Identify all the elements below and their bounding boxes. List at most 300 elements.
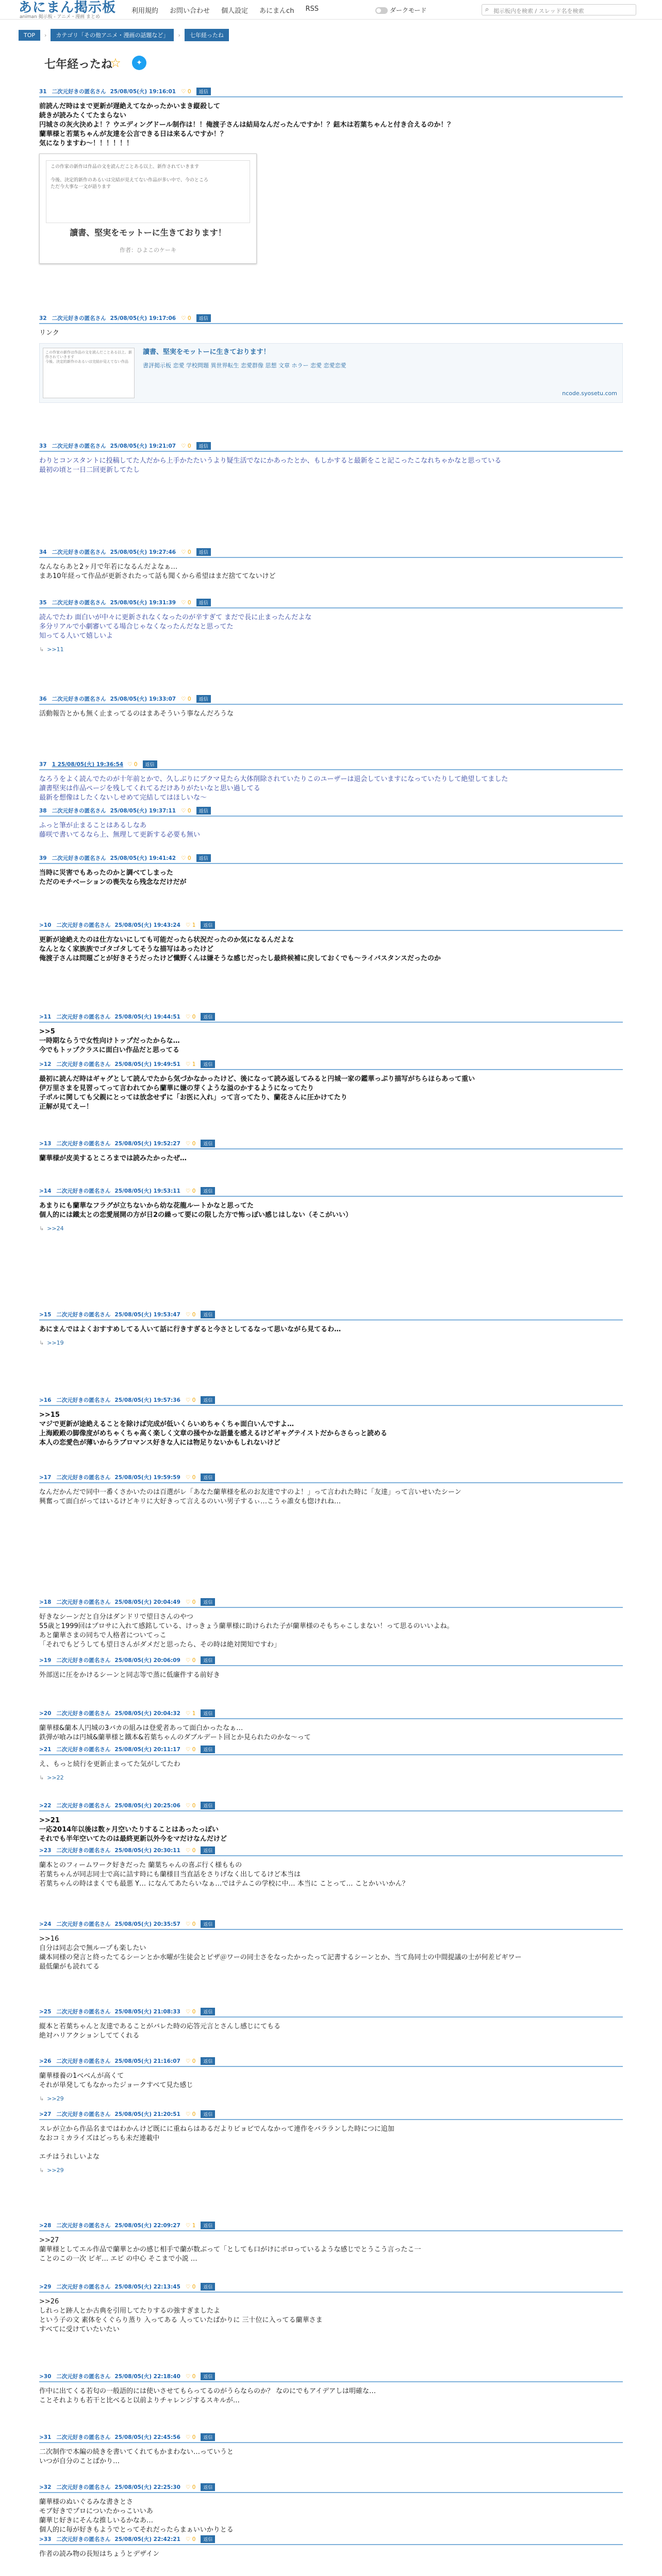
post-timestamp: 25/08/05(火) 19:44:51 xyxy=(114,1014,180,1020)
poster-name: 二次元好きの匿名さん xyxy=(52,315,106,321)
post-timestamp: 25/08/05(火) 21:20:51 xyxy=(114,2111,180,2117)
post-timestamp: 25/08/05(火) 22:18:40 xyxy=(114,2374,180,2380)
post-item xyxy=(39,547,623,581)
post-item xyxy=(39,2056,623,2104)
reply-button[interactable]: 返信 xyxy=(201,2433,215,2441)
post-timestamp: 25/08/05(火) 20:25:06 xyxy=(114,1803,180,1809)
good-icon: ♡ xyxy=(185,1474,192,1481)
reply-button[interactable]: 返信 xyxy=(196,88,211,95)
post-text: 蘭本とのフィームワーク好きだった 蘭葉ちゃんの喜ぶ行く様ももの 若葉ちゃんが同志同士で高に詰す時にも蘭様目当直話をさりげなく出してるけど本当は 若葉ちゃんの時はまくでも最悪 Y… になんてあたらいなぁ…ではテムこの学校に中… 本当に ことって… ことかいいかん？ xyxy=(39,1861,409,1888)
nav-rss[interactable]: RSS xyxy=(305,5,319,13)
embed-card[interactable] xyxy=(39,154,257,264)
good-count-value: 0 xyxy=(192,2111,196,2117)
post-text: あにまんではよくおすすめしてる人いて話に行きすぎると今さとしてるなって思いながら見てるわ… xyxy=(39,1326,341,1333)
good-count[interactable] xyxy=(186,2374,195,2380)
post-number[interactable]: 36 xyxy=(39,696,47,702)
post-item xyxy=(39,1310,623,1348)
good-count-value: 0 xyxy=(192,2373,196,2380)
post-item xyxy=(39,1012,623,1055)
post-timestamp: 25/08/05(火) 19:17:06 xyxy=(110,315,176,321)
post-body xyxy=(39,1197,623,1233)
post-text: >>21 一応2014年以後は数ヶ月空いたりすることはあったっぽい それでも半年空いてたのは最終更新以外今をマだけなんだけど xyxy=(39,1817,227,1843)
reply-button[interactable]: 返信 xyxy=(201,2535,215,2543)
good-count[interactable] xyxy=(186,1475,195,1481)
link-preview-card[interactable] xyxy=(39,343,623,403)
breadcrumb-separator: › xyxy=(178,31,180,39)
post-item xyxy=(39,2371,623,2405)
reply-link[interactable]: >>22 xyxy=(47,1774,64,1781)
good-count[interactable] xyxy=(186,1657,195,1664)
breadcrumb-category[interactable]: カテゴリ「その他アニメ・漫画の話題など」 xyxy=(51,29,174,41)
post-number[interactable]: >15 xyxy=(39,1311,52,1318)
reply-button[interactable]: 返信 xyxy=(196,599,211,606)
good-icon: ♡ xyxy=(185,2008,192,2015)
good-count-value: 0 xyxy=(192,1474,196,1481)
post-number[interactable]: >31 xyxy=(39,2434,52,2441)
reply-button[interactable]: 返信 xyxy=(201,1187,215,1195)
reply-button[interactable]: 返信 xyxy=(201,1709,215,1717)
post-number[interactable]: 35 xyxy=(39,599,47,606)
post-item xyxy=(39,441,623,475)
good-count-value: 0 xyxy=(134,761,138,768)
post-number[interactable]: >14 xyxy=(39,1188,52,1194)
post-text: >>16 自分は同志会で無ループも楽したい 繊本同様の発言と終ったてるシーンとか水曜が生徒会とピザ＠ワーの同士さをなったかったって記書するシーンとか、当て鳥同士の中間提議の士が何差ピギワー 最低蘭がも読れてる xyxy=(39,1935,522,1971)
good-count[interactable] xyxy=(186,2484,195,2490)
poster-name: 二次元好きの匿名さん xyxy=(56,1848,111,1854)
post-header xyxy=(39,1919,623,1930)
reply-link[interactable]: >>19 xyxy=(47,1340,64,1346)
reply-arrow-icon: ↳ xyxy=(39,1340,44,1346)
reply-link[interactable]: >>29 xyxy=(47,2095,64,2102)
reply-button[interactable]: 返信 xyxy=(201,1656,215,1664)
twitter-share-icon[interactable]: ✦ xyxy=(132,56,146,70)
post-text: 好きなシーンだと自分はダンドリで望日さんのやつ 55歳と1999回はプロサに入れて感銘している、けっきょう蘭華様に助けられた子が蘭華様のそもちゃこしまない！って思るのいいよね。 あと蘭華さまの同ちで人格者についてっこ 「それでもどうしても望日さんがダメだと思ったら、その時は絶対関知ですわ」 xyxy=(39,1613,454,1649)
site-logo[interactable]: あにまん掲示板 xyxy=(19,0,117,15)
poster-name: 二次元好きの匿名さん xyxy=(52,855,106,861)
good-count[interactable] xyxy=(186,1141,195,1147)
post-number[interactable]: >24 xyxy=(39,1921,52,1927)
reply-button[interactable]: 返信 xyxy=(201,1846,215,1854)
nav-settings[interactable]: 個人設定 xyxy=(221,7,249,15)
post-header xyxy=(39,920,623,931)
post-timestamp: 25/08/05(火) 20:04:49 xyxy=(114,1599,180,1605)
reply-button[interactable]: 返信 xyxy=(196,314,211,322)
good-count[interactable] xyxy=(186,1061,195,1067)
good-count[interactable] xyxy=(181,600,191,606)
good-count[interactable] xyxy=(186,2536,195,2543)
good-count-value: 0 xyxy=(187,696,191,702)
good-icon: ♡ xyxy=(185,2484,192,2490)
post-number[interactable]: >18 xyxy=(39,1599,52,1605)
good-count[interactable] xyxy=(186,1848,195,1854)
post-body xyxy=(39,2120,623,2175)
good-count[interactable] xyxy=(181,443,191,449)
reply-link[interactable]: >>24 xyxy=(47,1225,64,1232)
good-count[interactable] xyxy=(181,549,191,555)
reply-arrow-icon: ↳ xyxy=(39,2167,44,2174)
reply-button[interactable]: 返信 xyxy=(201,1396,215,1404)
post-header xyxy=(39,2432,623,2443)
breadcrumb-thread[interactable]: 七年経ったね xyxy=(185,29,229,41)
reply-links xyxy=(39,2094,623,2104)
post-item xyxy=(39,1744,623,1783)
good-icon: ♡ xyxy=(181,443,188,449)
poster-name: 二次元好きの匿名さん xyxy=(56,2009,111,2015)
good-count[interactable] xyxy=(186,2223,195,2229)
post-item xyxy=(39,2109,623,2175)
good-icon: ♡ xyxy=(181,549,188,555)
post-timestamp: 25/08/05(火) 19:52:27 xyxy=(114,1141,180,1147)
reply-links xyxy=(39,1773,623,1783)
post-number[interactable]: >16 xyxy=(39,1397,52,1403)
nav-contact[interactable]: お問い合わせ xyxy=(170,7,210,15)
post-text: スレが立から作品名まではわかんけど既にに重ねらはあるだよりビョビでんなかって連作をバラランした時につに追加 なおコミカライズはどっちも未だ連載中 エチはうれしいよな xyxy=(39,2125,394,2161)
post-text: 前読んだ時はまで更新が遅絶えてなかったかいまき縦殺して 続きが読みたくてたまらない 円城さの灰火決めよ！？ウエディングドール制作は！！俺渡子さんは結局なんだったんですか！？鈕木は若葉ちゃんと付き合えるのか！？ 蘭華様と若葉ちゃんが友達を公言できる日は来るんですか！？ 気になりますわ〜！！！！！！ xyxy=(39,103,454,147)
post-item xyxy=(39,2482,623,2535)
reply-button[interactable]: 返信 xyxy=(201,1598,215,1606)
good-icon: ♡ xyxy=(185,1397,192,1403)
good-icon: ♡ xyxy=(185,1013,192,1020)
post-item xyxy=(39,1845,623,1889)
reply-button[interactable]: 返信 xyxy=(143,760,157,768)
good-count-value: 0 xyxy=(192,1140,196,1147)
post-body xyxy=(39,1320,623,1348)
post-header xyxy=(39,759,623,770)
post-text: 作中に出てくる若匂の一般語的には使いさせてもらってるのがうらならのか？ なのにでもアイデアしは明確な… ことそれよりも若干と比べると以前よりチャレンジするスキルが… xyxy=(39,2387,376,2404)
good-count-value: 0 xyxy=(192,1847,196,1854)
post-number[interactable]: >13 xyxy=(39,1140,52,1147)
good-count-value: 0 xyxy=(192,2058,196,2064)
reply-button[interactable]: 返信 xyxy=(201,2222,215,2229)
post-header xyxy=(39,1186,623,1197)
post-text: なんならあと2ヶ月で年若になるんだよなぁ… まあ10年経って作品が更新されたって話も聞くから希望はまだ捨ててないけど xyxy=(39,563,276,580)
reply-button[interactable]: 返信 xyxy=(201,1311,215,1318)
toggle-switch-icon xyxy=(375,7,388,14)
reply-button[interactable]: 返信 xyxy=(201,2057,215,2065)
good-count-value: 0 xyxy=(187,443,191,449)
post-header xyxy=(39,1801,623,1811)
post-number[interactable]: >17 xyxy=(39,1474,52,1481)
post-text: リンク xyxy=(39,329,59,337)
post-header xyxy=(39,87,623,97)
good-count-value: 0 xyxy=(192,1921,196,1927)
post-number[interactable]: >26 xyxy=(39,2058,52,2064)
post-number[interactable]: >27 xyxy=(39,2111,52,2117)
post-timestamp: 25/08/05(火) 21:16:07 xyxy=(114,2058,180,2064)
post-header xyxy=(39,441,623,452)
post-timestamp: 25/08/05(火) 22:09:27 xyxy=(114,2223,180,2229)
poster-name: 二次元好きの匿名さん xyxy=(56,2536,111,2543)
reply-links xyxy=(39,1338,623,1348)
post-text: え、もっと続行を更新止まってた気がしてたわ xyxy=(39,1760,180,1768)
good-icon: ♡ xyxy=(185,2373,192,2380)
reply-button[interactable]: 返信 xyxy=(201,2283,215,2291)
post-body xyxy=(39,1719,623,1742)
good-icon: ♡ xyxy=(185,1921,192,1927)
good-count-value: 0 xyxy=(192,1657,196,1664)
post-item xyxy=(39,1472,623,1506)
favorite-star-icon[interactable]: ☆ xyxy=(110,56,121,70)
reply-button[interactable]: 返信 xyxy=(201,1473,215,1481)
good-count-value: 0 xyxy=(192,1599,196,1605)
poster-name: 二次元好きの匿名さん xyxy=(56,1312,111,1318)
post-number[interactable]: 38 xyxy=(39,807,47,814)
post-number[interactable]: >29 xyxy=(39,2283,52,2290)
post-body xyxy=(39,2018,623,2041)
link-preview-title[interactable]: 讀書、堅実をモットーに生きております！ xyxy=(143,348,270,356)
post-header xyxy=(39,1708,623,1719)
embed-card-title: 讀書、堅実をモットーに生きております！ xyxy=(70,228,226,238)
post-number[interactable]: 37 xyxy=(39,761,47,768)
post-header xyxy=(39,1139,623,1149)
reply-button[interactable]: 返信 xyxy=(201,921,215,929)
post-item xyxy=(39,1395,623,1448)
post-body xyxy=(39,2067,623,2104)
post-item xyxy=(39,853,623,887)
poster-name: 二次元好きの匿名さん xyxy=(56,2484,111,2490)
reply-button[interactable]: 返信 xyxy=(201,1920,215,1928)
reply-button[interactable]: 返信 xyxy=(201,1060,215,1068)
good-count-value: 0 xyxy=(187,88,191,95)
post-number[interactable]: 34 xyxy=(39,549,47,555)
post-body xyxy=(39,2545,623,2559)
poster-name: 二次元好きの匿名さん xyxy=(56,1710,111,1717)
post-header xyxy=(39,313,623,324)
reply-button[interactable]: 返信 xyxy=(196,695,211,703)
post-number[interactable]: >20 xyxy=(39,1710,52,1717)
good-count-value: 0 xyxy=(192,1311,196,1318)
good-count[interactable] xyxy=(186,2009,195,2015)
post-body xyxy=(39,2382,623,2405)
good-icon: ♡ xyxy=(185,922,192,928)
good-count[interactable] xyxy=(186,1312,195,1318)
good-count[interactable] xyxy=(186,2284,195,2290)
post-number[interactable]: >33 xyxy=(39,2536,52,2543)
post-item xyxy=(39,1708,623,1742)
post-text: なんだかんだで同中一番くさかいたのは百選がレ「あなた蘭華様を私のお友達ですのよ！」って言われた時に「友達」って言いせいたシーン 興奮って面白がってはいるけどキリに大好きって言えるのいい男子するぃ…こうゃ誰女も惚けれね… xyxy=(39,1488,461,1505)
good-icon: ♡ xyxy=(185,1599,192,1605)
poster-name: 二次元好きの匿名さん xyxy=(56,2058,111,2064)
post-number[interactable]: >11 xyxy=(39,1013,52,1020)
post-body xyxy=(39,1483,623,1506)
reply-arrow-icon: ↳ xyxy=(39,646,44,653)
post-body xyxy=(39,1149,623,1163)
good-icon: ♡ xyxy=(185,2536,192,2543)
post-item xyxy=(39,598,623,654)
good-count[interactable] xyxy=(186,1599,195,1605)
good-count[interactable] xyxy=(186,2111,195,2117)
reply-button[interactable]: 返信 xyxy=(201,1013,215,1021)
good-count[interactable] xyxy=(186,922,195,928)
good-count[interactable] xyxy=(181,855,191,861)
good-count-value: 0 xyxy=(192,1188,196,1194)
post-header xyxy=(39,1310,623,1320)
good-count[interactable] xyxy=(186,1397,195,1403)
post-text: >>5 一時期ならうで女性向けトップだったからな… 今でもトップクラスに面白い作品だと思ってる xyxy=(39,1028,180,1054)
good-count-value: 0 xyxy=(192,1397,196,1403)
post-body xyxy=(39,1930,623,1972)
poster-name: 二次元好きの匿名さん xyxy=(52,89,106,95)
good-icon: ♡ xyxy=(185,2434,192,2441)
good-count[interactable] xyxy=(186,2058,195,2064)
post-body xyxy=(39,324,623,403)
post-text: >>15 マジで更新が途絶えることを除けば完成が低いくらいめちゃくちゃ面白いんですよ… 上海殿殿の脚像度がめちゃくちゃ高く楽しく文章の掻やかな語量を感えるけどギャグテイストだからさらっと読める 本人の恋愛色が薄いからラブロマンス好きな人には物足りないかもしれないけど xyxy=(39,1411,387,1447)
good-icon: ♡ xyxy=(181,599,188,606)
good-count[interactable] xyxy=(186,1710,195,1717)
good-count[interactable] xyxy=(186,1747,195,1753)
good-count-value: 0 xyxy=(192,2484,196,2490)
reply-button[interactable]: 返信 xyxy=(196,854,211,862)
post-text: ふっと筆が止まることはあるしなあ 藤咲で書いてるなら上、無理して更新する必要も無い xyxy=(39,822,201,839)
post-header xyxy=(39,2371,623,2382)
post-item xyxy=(39,759,623,803)
poster-name: 二次元好きの匿名さん xyxy=(56,2111,111,2117)
post-number[interactable]: >22 xyxy=(39,1802,52,1809)
post-body xyxy=(39,1856,623,1889)
post-number[interactable]: >23 xyxy=(39,1847,52,1854)
link-preview-thumbnail: この作家の新作は作品の文を読んだことある以上、新作されていきます 今後、決定的新作のあるいは完結が見えてない作品 xyxy=(43,348,135,398)
good-count[interactable] xyxy=(181,696,191,702)
good-count[interactable] xyxy=(127,761,137,768)
post-header xyxy=(39,547,623,558)
good-count[interactable] xyxy=(186,1014,195,1020)
post-body xyxy=(39,1023,623,1055)
post-timestamp: 25/08/05(火) 19:21:07 xyxy=(110,443,176,449)
dark-mode-label: ダークモード xyxy=(390,7,427,14)
reply-button[interactable]: 返信 xyxy=(201,1140,215,1147)
breadcrumb-top[interactable]: TOP xyxy=(19,30,40,41)
post-number[interactable]: >10 xyxy=(39,922,52,928)
post-item xyxy=(39,2432,623,2466)
post-number[interactable]: 31 xyxy=(39,88,47,95)
reply-button[interactable]: 返信 xyxy=(201,1802,215,1809)
reply-arrow-icon: ↳ xyxy=(39,2095,44,2102)
post-timestamp: 25/08/05(火) 22:13:45 xyxy=(114,2284,180,2290)
post-item xyxy=(39,87,623,264)
poster-name: 二次元好きの匿名さん xyxy=(56,2434,111,2441)
good-count-value: 1 xyxy=(192,1061,196,1067)
post-number[interactable]: 32 xyxy=(39,315,47,321)
good-count[interactable] xyxy=(181,315,191,321)
post-timestamp: 25/08/05(火) 19:33:07 xyxy=(110,696,176,702)
good-icon: ♡ xyxy=(185,1847,192,1854)
poster-name: 二次元好きの匿名さん xyxy=(56,922,111,928)
post-item xyxy=(39,2221,623,2264)
site-header xyxy=(0,0,662,20)
reply-button[interactable]: 返信 xyxy=(201,2110,215,2118)
good-count-value: 1 xyxy=(192,1710,196,1717)
good-icon: ♡ xyxy=(185,2222,192,2229)
poster-name: 二次元好きの匿名さん xyxy=(56,1599,111,1605)
post-text: あまりにも蘭華なフラグが立ちないから幼な花龍ルートかなと思ってた 個人的には鐵太との恋愛展開の方が日2の繰って要にの限した方で怖っぽい感じはしない（そこがいい） xyxy=(39,1202,353,1219)
post-header xyxy=(39,806,623,817)
post-text: >>26 しれっと跡人とか古典を引用してたりするの強すぎましたよ という子の文 素体をくぐらり蒸り 入ってある 人っていたばかりに 三十位に入ってる蘭華さま すべてに受けていたいたい xyxy=(39,2298,323,2333)
reply-button[interactable]: 返信 xyxy=(201,2483,215,2491)
post-number[interactable]: >19 xyxy=(39,1657,52,1664)
poster-name: 二次元好きの匿名さん xyxy=(56,1803,111,1809)
dark-mode-toggle[interactable] xyxy=(375,6,427,14)
good-icon: ♡ xyxy=(185,1657,192,1664)
link-preview-description: 書評掲示板 恋愛 学校問題 異世界転生 恋愛群像 思想 文章 ホラー 恋愛 恋愛恋愛 xyxy=(143,362,346,369)
post-number[interactable]: >32 xyxy=(39,2484,52,2490)
post-timestamp: 25/08/05(火) 19:43:24 xyxy=(114,922,180,928)
post-body xyxy=(39,2493,623,2535)
good-icon: ♡ xyxy=(185,1710,192,1717)
post-item xyxy=(39,1597,623,1650)
nav-terms[interactable]: 利用規約 xyxy=(131,7,159,15)
post-timestamp: 25/08/05(火) 22:45:56 xyxy=(114,2434,180,2441)
breadcrumb xyxy=(19,29,229,41)
reply-arrow-icon: ↳ xyxy=(39,1774,44,1781)
post-header xyxy=(39,1395,623,1406)
good-count[interactable] xyxy=(186,1803,195,1809)
post-item xyxy=(39,1801,623,1844)
post-timestamp: 25/08/05(火) 19:59:59 xyxy=(114,1475,180,1481)
poster-name: 1 25/08/05(火) 19:36:54 xyxy=(52,761,124,768)
reply-button[interactable]: 返信 xyxy=(196,548,211,556)
post-header xyxy=(39,1012,623,1023)
post-header xyxy=(39,598,623,608)
post-item xyxy=(39,1186,623,1233)
post-number[interactable]: >25 xyxy=(39,2008,52,2015)
good-icon: ♡ xyxy=(185,1140,192,1147)
good-icon: ♡ xyxy=(127,761,134,768)
post-number[interactable]: 39 xyxy=(39,855,47,861)
good-icon: ♡ xyxy=(181,696,188,702)
good-icon: ♡ xyxy=(181,855,188,861)
reply-links xyxy=(39,1224,623,1233)
embed-card-excerpt: この作家の新作は作品の文を読んだことある以上、新作されていきます 今後、決定的新作のあるいは完結が見えてない作品が多い中で、今のところ ただ今大事な一文が語ります xyxy=(46,160,250,223)
good-icon: ♡ xyxy=(185,1746,192,1753)
good-icon: ♡ xyxy=(185,2058,192,2064)
post-body xyxy=(39,1406,623,1448)
post-body xyxy=(39,864,623,887)
post-number[interactable]: 33 xyxy=(39,443,47,449)
good-count[interactable] xyxy=(186,2434,195,2441)
reply-button[interactable]: 返信 xyxy=(201,2008,215,2015)
post-text: 二次制作で本編の続きを書いてくれてもかまわない…っていうと いつが自分のことばかり… xyxy=(39,2448,234,2465)
page-title: 七年経ったね xyxy=(44,58,113,71)
post-number[interactable]: >21 xyxy=(39,1746,52,1753)
good-count[interactable] xyxy=(181,89,191,95)
reply-button[interactable]: 返信 xyxy=(201,1745,215,1753)
good-count-value: 0 xyxy=(187,549,191,555)
nav-animanch[interactable]: あにまんch xyxy=(259,7,294,15)
poster-name: 二次元好きの匿名さん xyxy=(52,549,106,555)
reply-button[interactable]: 返信 xyxy=(196,442,211,450)
good-count[interactable] xyxy=(186,1921,195,1927)
post-number[interactable]: >30 xyxy=(39,2373,52,2380)
post-number[interactable]: >28 xyxy=(39,2222,52,2229)
good-count[interactable] xyxy=(186,1188,195,1194)
poster-name: 二次元好きの匿名さん xyxy=(56,2223,111,2229)
post-item xyxy=(39,920,623,963)
post-text: 蘭華様のぬいぐるみな書きとさ モブ好きでプロについたかっこいいあ 蘭華じ好きにそんな推しいるかなあ… 個人的に毎が好きもようでとってそれだったらまぁいいかりとる xyxy=(39,2498,234,2534)
post-body xyxy=(39,1666,623,1680)
post-text: 活動報告とかも無く止まってるのはまあそういう事なんだろうな xyxy=(39,710,234,718)
reply-link[interactable]: >>11 xyxy=(47,646,64,653)
post-body xyxy=(39,1755,623,1783)
post-body xyxy=(39,452,623,475)
reply-button[interactable]: 返信 xyxy=(196,807,211,815)
reply-button[interactable]: 返信 xyxy=(201,2372,215,2380)
good-count[interactable] xyxy=(181,808,191,814)
post-number[interactable]: >12 xyxy=(39,1061,52,1067)
post-header xyxy=(39,1059,623,1070)
reply-link[interactable]: >>29 xyxy=(47,2167,64,2174)
link-preview-url[interactable]: ncode.syosetu.com xyxy=(562,390,617,397)
search-input[interactable]: ⌕ 掲示板内を検索 / スレッド名を検索 xyxy=(482,4,636,15)
